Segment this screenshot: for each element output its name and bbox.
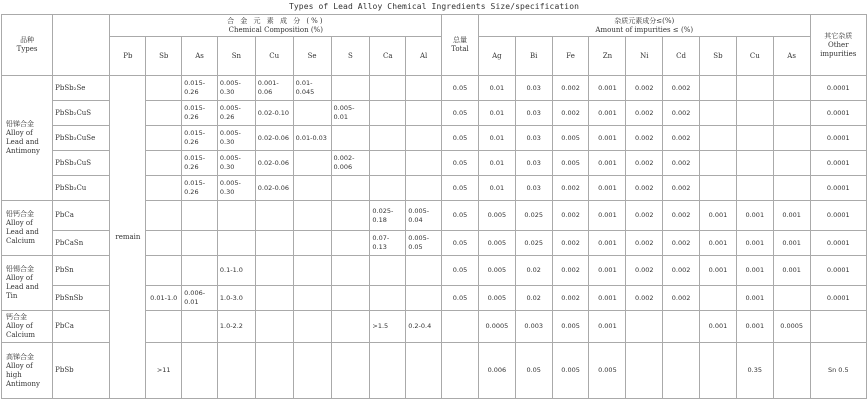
isb-cell <box>700 76 737 101</box>
as-cell: 0.006-0.01 <box>182 286 218 311</box>
ni-cell: 0.002 <box>626 176 663 201</box>
comp-col-header: S <box>331 37 370 76</box>
cu-cell <box>255 343 293 399</box>
zn-cell: 0.001 <box>589 101 626 126</box>
ni-cell <box>626 343 663 399</box>
impurity-col-header: Ni <box>626 37 663 76</box>
icu-cell <box>736 101 773 126</box>
fe-cell: 0.005 <box>552 311 589 343</box>
se-cell <box>293 176 331 201</box>
impurity-col-header: Bi <box>515 37 552 76</box>
sn-cell <box>217 231 255 256</box>
ias-cell <box>773 343 810 399</box>
isb-cell <box>700 151 737 176</box>
s-cell <box>331 176 370 201</box>
ca-cell <box>370 126 406 151</box>
sb-cell <box>146 126 182 151</box>
ni-cell: 0.002 <box>626 286 663 311</box>
cd-cell: 0.002 <box>663 126 700 151</box>
bi-cell: 0.03 <box>515 76 552 101</box>
group-label <box>2 76 53 201</box>
se-cell: 0.01-0.03 <box>293 126 331 151</box>
group-label-en: Alloy of Lead and Calcium <box>6 219 39 245</box>
alloy-type-cell: PbSb₃CuS <box>53 151 110 176</box>
total-cell: 0.05 <box>442 286 479 311</box>
cd-cell <box>663 343 700 399</box>
al-cell <box>406 343 442 399</box>
sn-cell: 1.0-2.2 <box>217 311 255 343</box>
sn-cell: 0.1-1.0 <box>217 256 255 286</box>
group-label-en: Alloy of Lead and Tin <box>6 274 39 300</box>
total-cell: 0.05 <box>442 231 479 256</box>
total-cell <box>442 343 479 399</box>
bi-cell: 0.003 <box>515 311 552 343</box>
s-cell <box>331 311 370 343</box>
se-cell <box>293 286 331 311</box>
as-cell <box>182 256 218 286</box>
zn-cell: 0.001 <box>589 176 626 201</box>
zn-cell: 0.001 <box>589 201 626 231</box>
fe-cell: 0.005 <box>552 343 589 399</box>
alloy-type-cell: PbSb <box>53 343 110 399</box>
alloy-spec-table <box>1 14 867 399</box>
isb-cell: 0.001 <box>700 256 737 286</box>
cu-cell: 0.02-0.06 <box>255 176 293 201</box>
bi-cell: 0.03 <box>515 126 552 151</box>
cd-cell: 0.002 <box>663 231 700 256</box>
isb-cell <box>700 176 737 201</box>
sn-cell: 0.005-0.26 <box>217 101 255 126</box>
other-header-cn: 其它杂质 <box>824 31 853 40</box>
ca-cell <box>370 343 406 399</box>
cd-cell: 0.002 <box>663 201 700 231</box>
sb-cell <box>146 176 182 201</box>
s-cell <box>331 256 370 286</box>
isb-cell <box>700 286 737 311</box>
other-cell: 0.0001 <box>810 201 866 231</box>
cd-cell: 0.002 <box>663 256 700 286</box>
total-cell <box>442 311 479 343</box>
group-label-cn: 高锑合金 <box>6 352 34 361</box>
sn-cell: 1.0-3.0 <box>217 286 255 311</box>
bi-cell: 0.05 <box>515 343 552 399</box>
ag-cell: 0.01 <box>478 101 515 126</box>
sb-cell <box>146 76 182 101</box>
cu-cell <box>255 256 293 286</box>
total-header <box>442 15 479 76</box>
other-cell: 0.0001 <box>810 256 866 286</box>
sn-cell: 0.005-0.30 <box>217 176 255 201</box>
ni-cell: 0.002 <box>626 76 663 101</box>
al-cell <box>406 286 442 311</box>
other-impurities-header <box>810 15 866 76</box>
fe-cell: 0.002 <box>552 76 589 101</box>
al-cell <box>406 256 442 286</box>
other-cell: 0.0001 <box>810 76 866 101</box>
se-cell <box>293 201 331 231</box>
sn-cell <box>217 201 255 231</box>
ni-cell: 0.002 <box>626 256 663 286</box>
as-cell <box>182 311 218 343</box>
alloy-type-cell: PbSb₃CuSe <box>53 126 110 151</box>
group-label <box>2 201 53 256</box>
fe-cell: 0.002 <box>552 201 589 231</box>
sn-cell: 0.005-0.30 <box>217 126 255 151</box>
as-cell: 0.015-0.26 <box>182 126 218 151</box>
se-cell <box>293 101 331 126</box>
sb-cell: >11 <box>146 343 182 399</box>
al-cell: 0.005-0.05 <box>406 231 442 256</box>
se-cell <box>293 311 331 343</box>
cu-cell <box>255 201 293 231</box>
isb-cell: 0.001 <box>700 201 737 231</box>
al-cell: 0.2-0.4 <box>406 311 442 343</box>
zn-cell: 0.001 <box>589 311 626 343</box>
alloy-type-cell: PbCaSn <box>53 231 110 256</box>
icu-cell <box>736 151 773 176</box>
ias-cell <box>773 126 810 151</box>
types-subheader <box>53 15 110 76</box>
zn-cell: 0.001 <box>589 256 626 286</box>
zn-cell: 0.001 <box>589 76 626 101</box>
as-cell <box>182 201 218 231</box>
bi-cell: 0.03 <box>515 151 552 176</box>
alloy-type-cell: PbSb₃Cu <box>53 176 110 201</box>
types-header <box>2 15 53 76</box>
s-cell <box>331 126 370 151</box>
ias-cell <box>773 101 810 126</box>
fe-cell: 0.002 <box>552 286 589 311</box>
sn-cell: 0.005-0.30 <box>217 151 255 176</box>
zn-cell: 0.001 <box>589 151 626 176</box>
types-header-en: Types <box>16 45 38 53</box>
alloy-type-cell: PbSb₂CuS <box>53 101 110 126</box>
zn-cell: 0.001 <box>589 286 626 311</box>
s-cell <box>331 343 370 399</box>
ag-cell: 0.01 <box>478 126 515 151</box>
as-cell: 0.015-0.26 <box>182 101 218 126</box>
se-cell <box>293 256 331 286</box>
s-cell: 0.002-0.006 <box>331 151 370 176</box>
comp-col-header: As <box>182 37 218 76</box>
sb-cell: 0.01-1.0 <box>146 286 182 311</box>
other-cell: 0.0001 <box>810 231 866 256</box>
icu-cell: 0.001 <box>736 231 773 256</box>
cu-cell <box>255 231 293 256</box>
s-cell <box>331 201 370 231</box>
group-label <box>2 256 53 311</box>
isb-cell <box>700 126 737 151</box>
ias-cell: 0.001 <box>773 201 810 231</box>
isb-cell <box>700 343 737 399</box>
sn-cell <box>217 343 255 399</box>
other-cell: 0.0001 <box>810 101 866 126</box>
isb-cell <box>700 101 737 126</box>
other-cell: 0.0001 <box>810 286 866 311</box>
cu-cell: 0.02-0.10 <box>255 101 293 126</box>
se-cell <box>293 231 331 256</box>
cd-cell: 0.002 <box>663 101 700 126</box>
bi-cell: 0.02 <box>515 256 552 286</box>
ias-cell <box>773 76 810 101</box>
ias-cell: 0.001 <box>773 231 810 256</box>
table-title: Types of Lead Alloy Chemical Ingredients Size/specification <box>288 2 580 11</box>
ias-cell <box>773 286 810 311</box>
fe-cell: 0.002 <box>552 101 589 126</box>
ias-cell: 0.0005 <box>773 311 810 343</box>
alloy-type-cell: PbCa <box>53 201 110 231</box>
alloy-type-cell: PbSnSb <box>53 286 110 311</box>
ni-cell: 0.002 <box>626 151 663 176</box>
sb-cell <box>146 231 182 256</box>
other-header-en: Other impurities <box>820 40 857 58</box>
alloy-type-cell: PbCa <box>53 311 110 343</box>
sn-cell: 0.005-0.30 <box>217 76 255 101</box>
ca-cell <box>370 286 406 311</box>
ag-cell: 0.005 <box>478 201 515 231</box>
ias-cell <box>773 151 810 176</box>
ag-cell: 0.01 <box>478 76 515 101</box>
ca-cell: >1.5 <box>370 311 406 343</box>
sb-cell <box>146 311 182 343</box>
ca-cell <box>370 176 406 201</box>
cd-cell <box>663 311 700 343</box>
cd-cell: 0.002 <box>663 176 700 201</box>
group-label-cn: 铅锑合金 <box>6 120 34 128</box>
types-header-cn: 品种 <box>20 36 35 44</box>
impurities-header-cn: 杂质元素成分≤(%) <box>614 16 675 25</box>
bi-cell: 0.03 <box>515 176 552 201</box>
comp-col-header: Pb <box>110 37 146 76</box>
composition-header-en: Chemical Composition (%) <box>228 25 323 34</box>
ca-cell <box>370 101 406 126</box>
table-row <box>2 76 867 101</box>
icu-cell: 0.001 <box>736 256 773 286</box>
impurities-header-en: Amount of impurities ≤ (%) <box>595 25 694 34</box>
impurity-col-header: As <box>773 37 810 76</box>
impurity-col-header: Zn <box>589 37 626 76</box>
other-cell <box>810 311 866 343</box>
total-cell: 0.05 <box>442 256 479 286</box>
ag-cell: 0.005 <box>478 256 515 286</box>
alloy-type-cell: PbSn <box>53 256 110 286</box>
group-label-cn: 铅钙合金 <box>6 210 34 218</box>
as-cell: 0.015-0.26 <box>182 76 218 101</box>
impurity-col-header: Sb <box>700 37 737 76</box>
sb-cell <box>146 151 182 176</box>
alloy-type-cell: PbSb₂Se <box>53 76 110 101</box>
ias-cell <box>773 176 810 201</box>
ni-cell <box>626 311 663 343</box>
comp-col-header: Al <box>406 37 442 76</box>
se-cell: 0.01-0.045 <box>293 76 331 101</box>
ca-cell <box>370 76 406 101</box>
bi-cell: 0.025 <box>515 201 552 231</box>
cu-cell: 0.02-0.06 <box>255 151 293 176</box>
composition-header <box>110 15 442 37</box>
group-label <box>2 343 53 399</box>
ag-cell: 0.005 <box>478 286 515 311</box>
zn-cell: 0.001 <box>589 126 626 151</box>
cu-cell: 0.001-0.06 <box>255 76 293 101</box>
bi-cell: 0.025 <box>515 231 552 256</box>
fe-cell: 0.002 <box>552 176 589 201</box>
total-cell: 0.05 <box>442 126 479 151</box>
ag-cell: 0.006 <box>478 343 515 399</box>
isb-cell: 0.001 <box>700 231 737 256</box>
impurity-col-header: Fe <box>552 37 589 76</box>
group-label-cn: 钙合金 <box>6 313 27 321</box>
sb-cell <box>146 101 182 126</box>
comp-col-header: Sn <box>217 37 255 76</box>
impurities-header <box>478 15 810 37</box>
sb-cell <box>146 256 182 286</box>
s-cell <box>331 231 370 256</box>
total-cell: 0.05 <box>442 201 479 231</box>
ias-cell: 0.001 <box>773 256 810 286</box>
zn-cell: 0.001 <box>589 231 626 256</box>
bi-cell: 0.02 <box>515 286 552 311</box>
s-cell: 0.005-0.01 <box>331 101 370 126</box>
ni-cell: 0.002 <box>626 101 663 126</box>
as-cell: 0.015-0.26 <box>182 151 218 176</box>
icu-cell: 0.001 <box>736 286 773 311</box>
cu-cell: 0.02-0.06 <box>255 126 293 151</box>
total-cell: 0.05 <box>442 176 479 201</box>
ca-cell: 0.07-0.13 <box>370 231 406 256</box>
ag-cell: 0.01 <box>478 151 515 176</box>
fe-cell: 0.002 <box>552 256 589 286</box>
icu-cell: 0.001 <box>736 311 773 343</box>
group-label-en: Alloy of Lead and Antimony <box>6 129 40 155</box>
as-cell: 0.015-0.26 <box>182 176 218 201</box>
ca-cell <box>370 151 406 176</box>
composition-header-cn: 合 金 元 素 成 分 (%) <box>227 16 325 25</box>
icu-cell: 0.001 <box>736 201 773 231</box>
fe-cell: 0.005 <box>552 151 589 176</box>
al-cell <box>406 151 442 176</box>
comp-col-header: Ca <box>370 37 406 76</box>
al-cell: 0.005-0.04 <box>406 201 442 231</box>
bi-cell: 0.03 <box>515 101 552 126</box>
impurity-col-header: Ag <box>478 37 515 76</box>
ca-cell <box>370 256 406 286</box>
total-header-en: Total <box>451 45 469 53</box>
icu-cell: 0.35 <box>736 343 773 399</box>
pb-remain-cell: remain <box>110 76 146 399</box>
cd-cell: 0.002 <box>663 76 700 101</box>
ni-cell: 0.002 <box>626 126 663 151</box>
icu-cell <box>736 76 773 101</box>
ag-cell: 0.01 <box>478 176 515 201</box>
impurity-col-header: Cd <box>663 37 700 76</box>
comp-col-header: Sb <box>146 37 182 76</box>
other-cell: 0.0001 <box>810 176 866 201</box>
al-cell <box>406 126 442 151</box>
s-cell <box>331 76 370 101</box>
fe-cell: 0.005 <box>552 126 589 151</box>
se-cell <box>293 343 331 399</box>
cd-cell: 0.002 <box>663 286 700 311</box>
icu-cell <box>736 176 773 201</box>
as-cell <box>182 231 218 256</box>
other-cell: Sn 0.5 <box>810 343 866 399</box>
comp-col-header: Se <box>293 37 331 76</box>
total-cell: 0.05 <box>442 151 479 176</box>
total-cell: 0.05 <box>442 101 479 126</box>
total-header-cn: 总量 <box>453 36 468 44</box>
cd-cell: 0.002 <box>663 151 700 176</box>
ca-cell: 0.025-0.18 <box>370 201 406 231</box>
group-label-en: Alloy of Calcium <box>6 322 36 339</box>
other-cell: 0.0001 <box>810 126 866 151</box>
isb-cell: 0.001 <box>700 311 737 343</box>
sb-cell <box>146 201 182 231</box>
cu-cell <box>255 286 293 311</box>
total-cell: 0.05 <box>442 76 479 101</box>
ni-cell: 0.002 <box>626 231 663 256</box>
al-cell <box>406 101 442 126</box>
zn-cell: 0.005 <box>589 343 626 399</box>
group-label <box>2 311 53 343</box>
se-cell <box>293 151 331 176</box>
s-cell <box>331 286 370 311</box>
group-label-cn: 铅锡合金 <box>6 265 34 273</box>
cu-cell <box>255 311 293 343</box>
group-label-en: Alloy of high Antimony <box>6 361 40 388</box>
ag-cell: 0.005 <box>478 231 515 256</box>
icu-cell <box>736 126 773 151</box>
ni-cell: 0.002 <box>626 201 663 231</box>
as-cell <box>182 343 218 399</box>
al-cell <box>406 76 442 101</box>
fe-cell: 0.002 <box>552 231 589 256</box>
comp-col-header: Cu <box>255 37 293 76</box>
ag-cell: 0.0005 <box>478 311 515 343</box>
other-cell: 0.0001 <box>810 151 866 176</box>
impurity-col-header: Cu <box>736 37 773 76</box>
al-cell <box>406 176 442 201</box>
